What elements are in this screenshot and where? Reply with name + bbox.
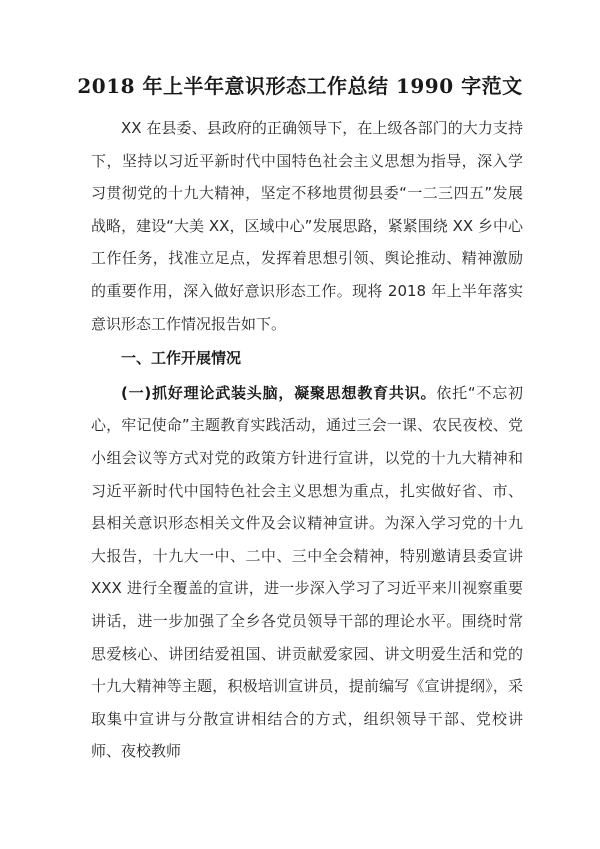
subsection-lead: (一)抓好理论武装头脑，凝聚思想教育共识。	[121, 383, 437, 402]
section-heading: 一、工作开展情况	[121, 349, 242, 368]
intro-paragraph: XX 在县委、县政府的正确领导下，在上级各部门的大力支持下，坚持以习近平新时代中国特色社会主义思想为指导，深入学习贯彻党的十九大精神，坚定不移地贯彻县委“一二三四五”发展战略，建设“大美 XX，区域中心”发展思路，紧紧围绕 XX 乡中心工作任务，找准立足点，发挥着思想引领、舆论推动、精神激励的重要作用，深入做好意识形态工作。现将 2018 年上半年落实意识形态工作情况报告如下。	[91, 119, 523, 333]
subsection-text: 依托“不忘初心，牢记使命”主题教育实践活动，通过三会一课、农民夜校、党小组会议等方式对党的政策方针进行宣讲，以党的十九大精神和习近平新时代中国特色社会主义思想为重点，扎实做好省、市、县相关意识形态相关文件及会议精神宣讲。为深入学习党的十九大报告，十九大一中、二中、三中全会精神，特别邀请县委宣讲 XXX 进行全覆盖的宣讲，进一步深入学习了习近平来川视察重要讲话，进一步加强了全乡各党员领导干部的理论水平。围绕时常思爱核心、讲团结爱祖国、讲贡献爱家园、讲文明爱生活和党的十九大精神等主题，积极培训宣讲员，提前编写《宣讲提纲》，采取集中宣讲与分散宣讲相结合的方式，组织领导干部、党校讲师、夜校教师	[91, 383, 523, 761]
document-title: 2018 年上半年意识形态工作总结 1990 字范文	[77, 74, 523, 98]
document-body	[91, 112, 523, 768]
subsection-paragraph	[91, 377, 523, 768]
